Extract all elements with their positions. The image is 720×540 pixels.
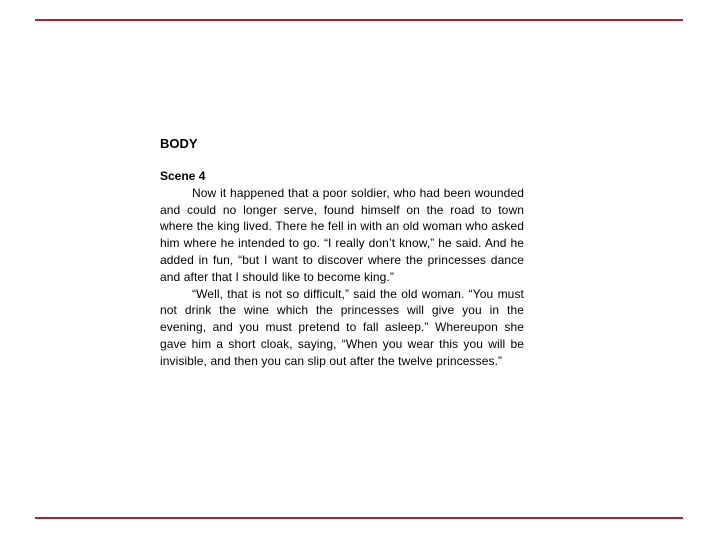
scene-title: Scene 4 [160, 169, 206, 183]
slide-body [160, 136, 524, 370]
section-heading: BODY [160, 136, 198, 151]
top-divider [35, 19, 683, 21]
bottom-divider [35, 517, 683, 519]
story-paragraph-1: Now it happened that a poor soldier, who had been wounded and could no longer serve, found himself on the road to town where the king lived. There he fell in with an old woman who asked him where he intended to go. “I really don’t know,” he said. And he added in fun, “but I want to discover where the princesses dance and after that I should like to become king.” [160, 185, 524, 284]
story-paragraph-2: “Well, that is not so difficult,” said the old woman. “You must not drink the wine which the princesses will give you in the evening, and you must pretend to fall asleep.” Whereupon she gave him a short cloak, saying, “When you wear this you will be invisible, and then you can slip out after the twelve princesses.” [160, 286, 524, 368]
